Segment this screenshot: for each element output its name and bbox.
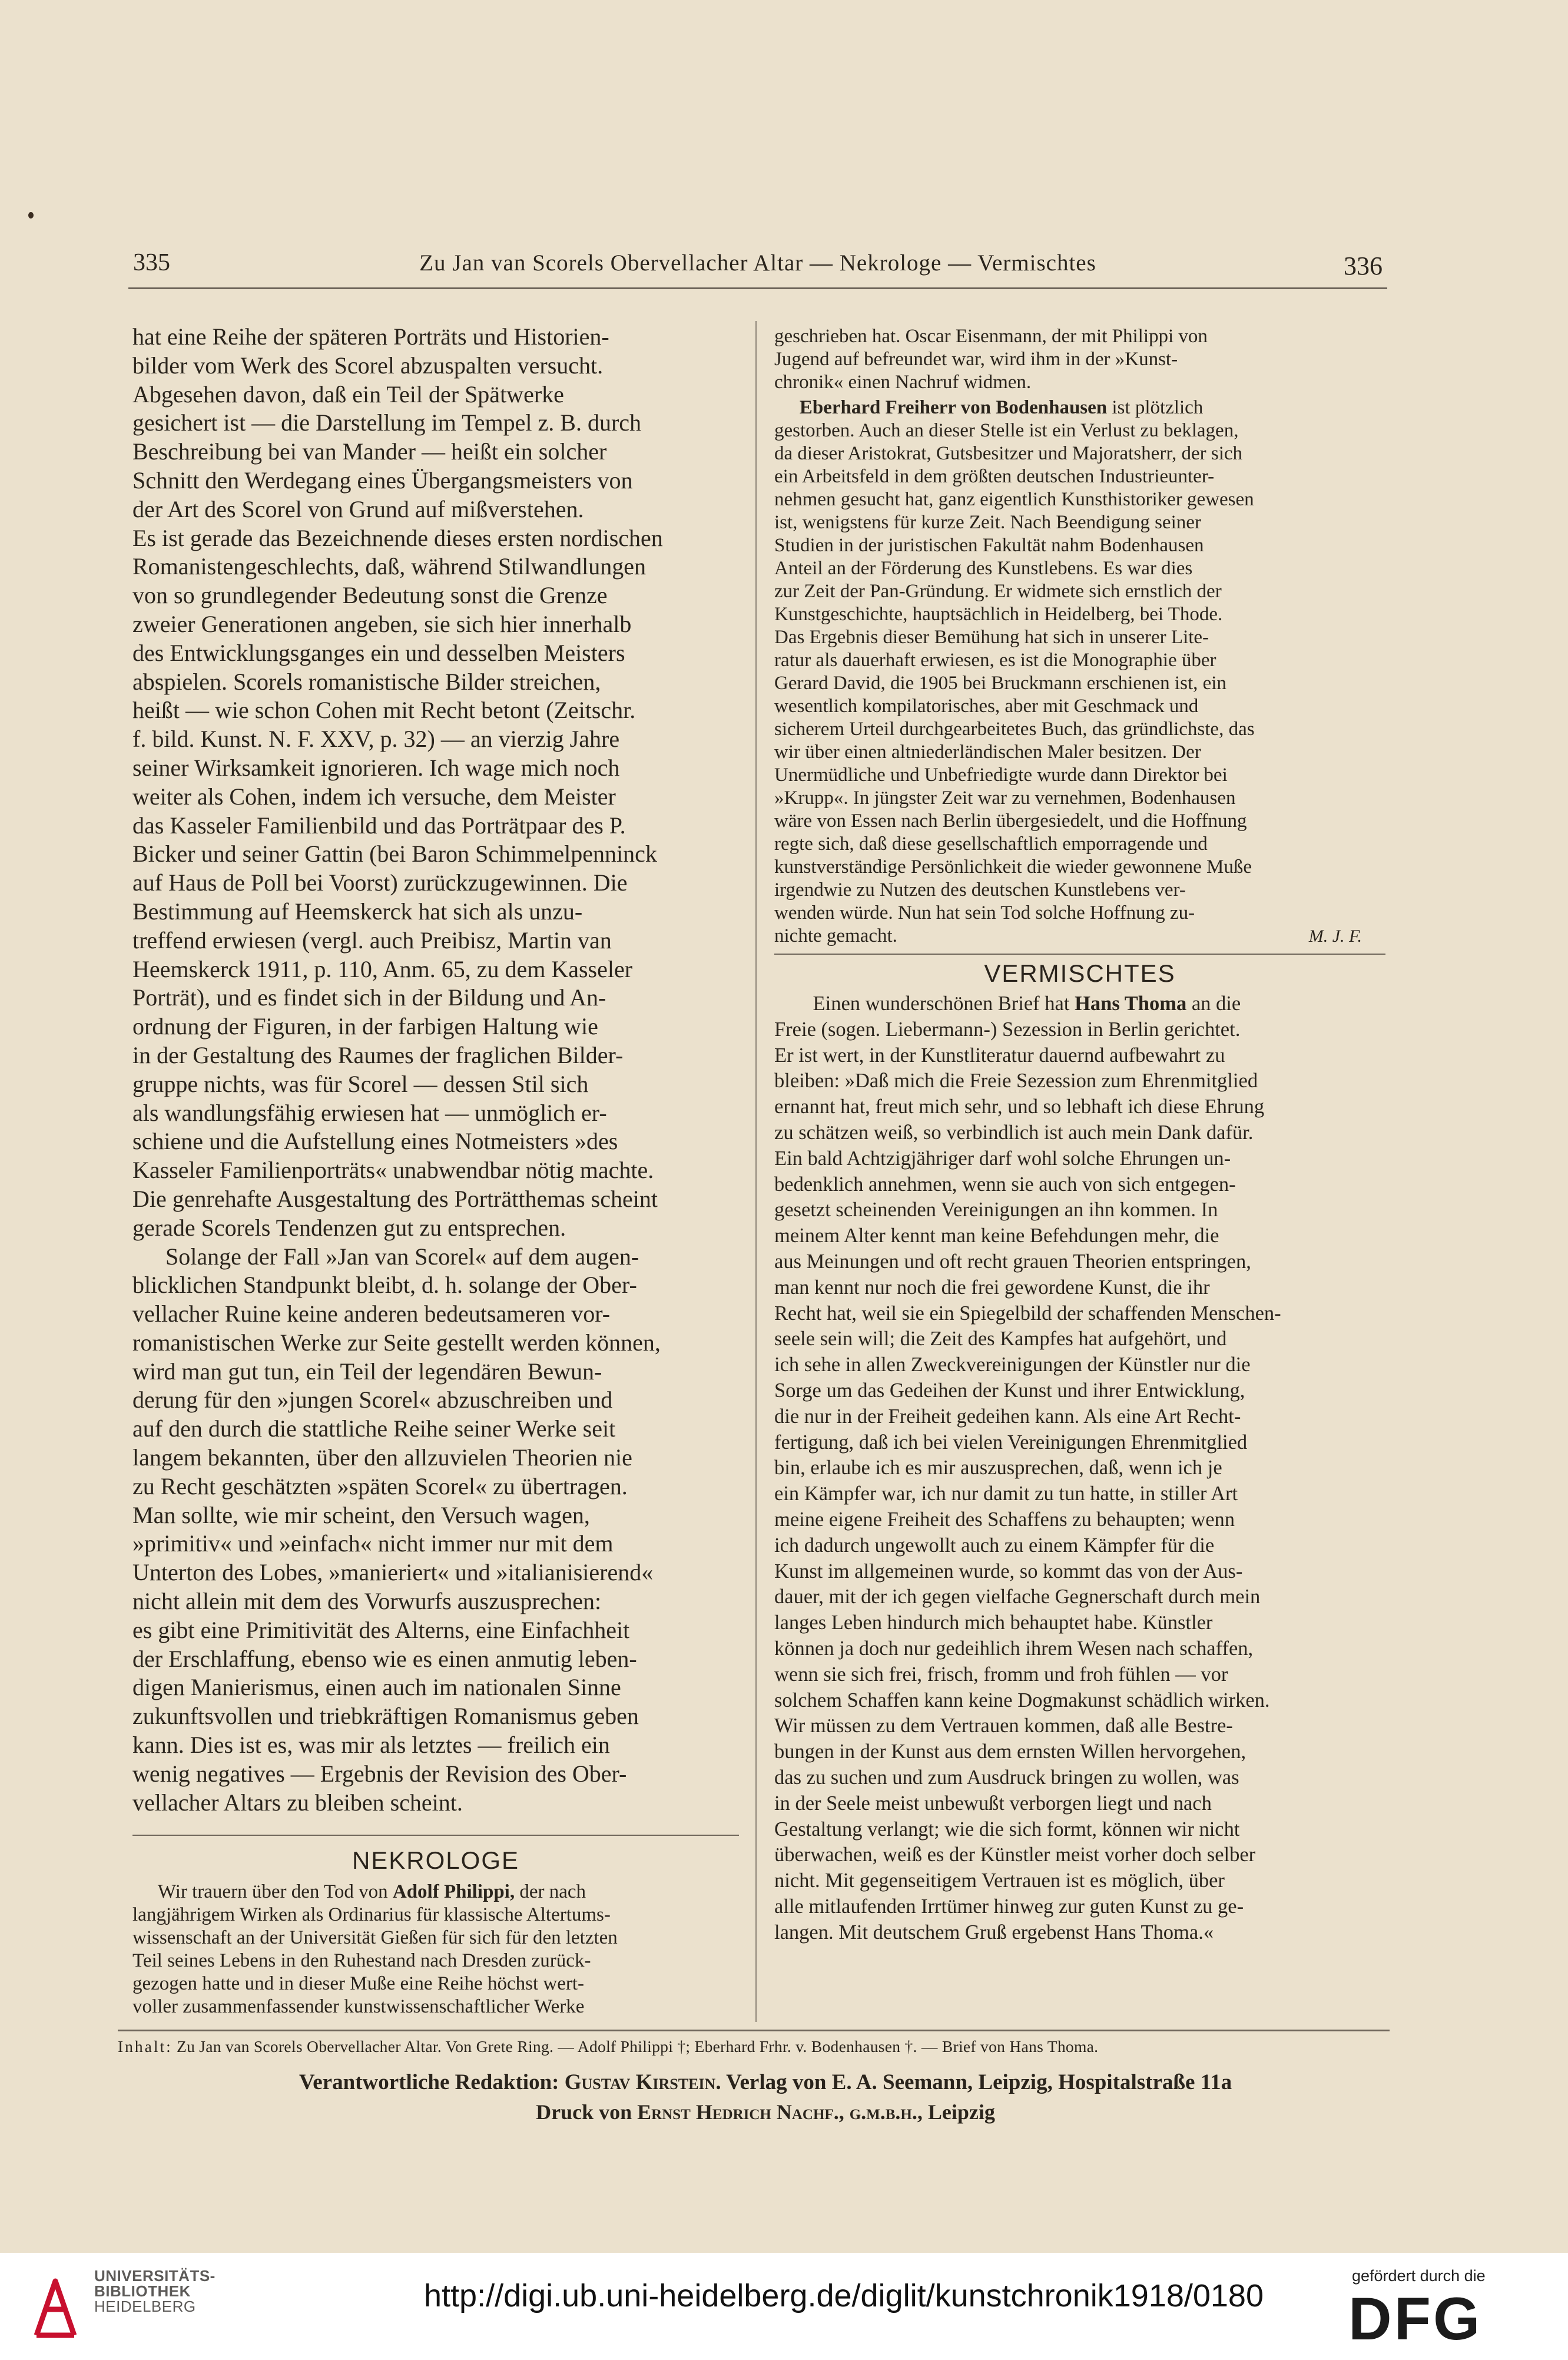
text-line: langjährigem Wirken als Ordinarius für klassische Altertums- <box>132 1904 611 1926</box>
text-line: bungen in der Kunst aus dem ernsten Willen hervorgehen, <box>774 1740 1247 1763</box>
bodenhausen-first-rest: ist plötzlich <box>1107 397 1204 418</box>
text-line: Man sollte, wie mir scheint, den Versuch wagen, <box>132 1501 590 1528</box>
text-line: meinem Alter kennt man keine Befehdungen mehr, die <box>774 1224 1219 1247</box>
imprint-printer-label: Druck von <box>536 2100 632 2124</box>
philippi-obituary <box>132 1881 739 2018</box>
text-line: nehmen gesucht hat, ganz eigentlich Kunsthistoriker gewesen <box>774 489 1254 510</box>
text-line: das Kasseler Familienbild und das Porträtpaar des P. <box>132 812 626 839</box>
text-line: auf Haus de Poll bei Voorst) zurückzugewinnen. Die <box>132 869 628 896</box>
text-line: gruppe nichts, was für Scorel — dessen Stil sich <box>132 1070 589 1097</box>
text-line: wäre von Essen nach Berlin übergesiedelt, und die Hoffnung <box>774 810 1247 832</box>
text-line: Ein bald Achtzigjähriger darf wohl solche Ehrungen un- <box>774 1147 1231 1170</box>
philippi-intro: Wir trauern über den Tod von <box>157 1881 388 1903</box>
text-line: Wir müssen zu dem Vertrauen kommen, daß alle Bestre- <box>774 1714 1233 1737</box>
text-line: vellacher Altars zu bleiben scheint. <box>132 1789 463 1816</box>
text-line: Porträt), und es findet sich in der Bildung und An- <box>132 984 606 1011</box>
text-line: Gestaltung verlangt; wie die sich formt, können wir nicht <box>774 1818 1240 1841</box>
text-line: wird man gut tun, ein Teil der legendären Bewun- <box>132 1358 602 1385</box>
text-line: Es ist gerade das Bezeichnende dieses ersten nordischen <box>132 524 663 551</box>
text-line: blicklichen Standpunkt bleibt, d. h. solange der Ober- <box>132 1272 637 1299</box>
text-line: als wandlungsfähig erwiesen hat — unmöglich er- <box>132 1099 607 1126</box>
text-line: Das Ergebnis dieser Bemühung hat sich in unserer Lite- <box>774 627 1209 648</box>
imprint-publisher: . Verlag von E. A. Seemann, Leipzig, Hospitalstraße 11a <box>715 2070 1232 2094</box>
text-line: der Art des Scorel von Grund auf mißverstehen. <box>132 495 584 522</box>
section-divider <box>774 954 1385 955</box>
vermischtes-heading: VERMISCHTES <box>984 959 1176 987</box>
text-line: zu schätzen weiß, so verbindlich ist auch mein Dank dafür. <box>774 1121 1254 1144</box>
text-line: ein Kämpfer war, ich nur damit zu tun hatte, in stiller Art <box>774 1482 1238 1505</box>
obituary-signature: M. J. F. <box>1308 926 1362 946</box>
text-line: aus Meinungen und oft recht grauen Theorien entspringen, <box>774 1250 1251 1273</box>
thoma-first-rest: an die <box>1186 992 1241 1015</box>
text-line: bin, erlaube ich es mir auszusprechen, daß, wenn ich je <box>774 1457 1222 1479</box>
right-column <box>774 325 1385 1945</box>
contents-line <box>118 2030 1390 2056</box>
scorel-paragraph-2 <box>132 1243 739 1818</box>
text-line: Schnitt den Werdegang eines Übergangsmeisters von <box>132 466 633 494</box>
scorel-paragraph-1 <box>132 323 739 1243</box>
page-number-left: 335 <box>133 249 170 276</box>
text-line: Bicker und seiner Gattin (bei Baron Schimmelpenninck <box>132 840 657 868</box>
section-divider <box>132 1835 739 1836</box>
text-line: voller zusammenfassender kunstwissenschaftlicher Werke <box>132 1996 585 2018</box>
text-line: gesetzt scheinenden Vereinigungen an ihn kommen. In <box>774 1199 1218 1222</box>
text-line: zur Zeit der Pan-Gründung. Er widmete sich ernstlich der <box>774 581 1222 602</box>
text-line: Er ist wert, in der Kunstliteratur dauernd aufbewahrt zu <box>774 1044 1225 1067</box>
text-line: auf den durch die stattliche Reihe seiner Werke seit <box>132 1415 616 1442</box>
text-line: Kasseler Familienporträts« unabwendbar nötig machte. <box>132 1157 654 1184</box>
text-line: seiner Wirksamkeit ignorieren. Ich wage mich noch <box>132 754 620 781</box>
text-line: »primitiv« und »einfach« nicht immer nur mit dem <box>132 1530 614 1557</box>
text-line: langem bekannten, über den allzuvielen Theorien nie <box>132 1444 632 1471</box>
text-line: weiter als Cohen, indem ich versuche, dem Meister <box>132 783 616 810</box>
text-line: da dieser Aristokrat, Gutsbesitzer und Majoratsherr, der sich <box>774 443 1243 464</box>
text-line: solchem Schaffen kann keine Dogmakunst schädlich wirken. <box>774 1689 1270 1712</box>
footer-bar <box>0 2253 1568 2360</box>
text-line: fertigung, daß ich bei vielen Vereinigungen Ehrenmitglied <box>774 1431 1248 1454</box>
text-line: Solange der Fall »Jan van Scorel« auf dem augen- <box>165 1243 639 1270</box>
dfg-caption: gefördert durch die <box>1352 2267 1486 2285</box>
text-line: sicherem Urteil durchgearbeitetes Buch, das gründlichste, das <box>774 719 1255 740</box>
text-line: Kunstgeschichte, hauptsächlich in Heidelberg, bei Thode. <box>774 604 1223 625</box>
text-line: wenn sie sich frei, frisch, fromm und froh fühlen — vor <box>774 1663 1228 1686</box>
text-line: bleiben: »Daß mich die Freie Sezession zum Ehrenmitglied <box>774 1070 1258 1093</box>
library-name-line-3: HEIDELBERG <box>94 2298 196 2315</box>
left-column <box>132 323 739 2018</box>
text-line: zu Recht geschätzten »späten Scorel« zu übertragen. <box>132 1472 628 1500</box>
text-line: ich dadurch ungewollt auch zu einem Kämpfer für die <box>774 1534 1215 1557</box>
text-line: vellacher Ruine keine anderen bedeutsameren vor- <box>132 1300 611 1328</box>
text-line: seele sein will; die Zeit des Kampfes hat aufgehört, und <box>774 1328 1227 1351</box>
library-name-line-2: BIBLIOTHEK <box>94 2282 191 2300</box>
text-line: kann. Dies ist es, was mir als letztes — freilich ein <box>132 1732 610 1759</box>
text-line: Unermüdliche und Unbefriedigte wurde dann Direktor bei <box>774 764 1228 786</box>
text-line: langes Leben hindurch mich behauptet habe. Künstler <box>774 1611 1213 1634</box>
text-line: ist, wenigstens für kurze Zeit. Nach Beendigung seiner <box>774 512 1201 533</box>
text-line: irgendwie zu Nutzen des deutschen Kunstlebens ver- <box>774 879 1186 901</box>
text-line: das zu suchen und zum Ausdruck bringen zu wollen, was <box>774 1766 1239 1789</box>
text-line: Sorge um das Gedeihen der Kunst und ihrer Entwicklung, <box>774 1379 1245 1402</box>
text-line: »Krupp«. In jüngster Zeit war zu vernehmen, Bodenhausen <box>774 787 1236 809</box>
text-line: regte sich, daß diese gesellschaftlich emporragende und <box>774 833 1208 855</box>
text-line: des Entwicklungsganges ein und desselben Meisters <box>132 639 625 666</box>
text-line: treffend erwiesen (vergl. auch Preibisz, Martin van <box>132 926 612 954</box>
bodenhausen-name: Eberhard Freiherr von Bodenhausen <box>799 397 1108 418</box>
text-line: Abgesehen davon, daß ein Teil der Spätwerke <box>132 380 564 408</box>
text-line: gesichert ist — die Darstellung im Tempel z. B. durch <box>132 409 642 436</box>
text-line: hat eine Reihe der späteren Porträts und Historien- <box>132 323 609 350</box>
imprint-printer-name: Ernst Hedrich Nachf., g.m.b.h. <box>637 2100 917 2124</box>
philippi-first-rest: der nach <box>515 1881 586 1903</box>
text-line: Heemskerck 1911, p. 110, Anm. 65, zu dem Kasseler <box>132 955 633 982</box>
text-line: Teil seines Lebens in den Ruhestand nach Dresden zurück- <box>132 1950 591 1972</box>
text-line: von so grundlegender Bedeutung sonst die Grenze <box>132 582 608 609</box>
text-line: abspielen. Scorels romanistische Bilder streichen, <box>132 668 601 695</box>
imprint-printer-city: , Leipzig <box>917 2100 995 2124</box>
text-line: ernannt hat, freut mich sehr, und so lebhaft ich diese Ehrung <box>774 1095 1265 1118</box>
text-line: Recht hat, weil sie ein Spiegelbild der schaffenden Menschen- <box>774 1302 1281 1325</box>
text-line: Unterton des Lobes, »manieriert« und »italianisierend« <box>132 1559 654 1586</box>
library-name <box>94 2268 216 2314</box>
text-line: zweier Generationen angeben, sie sich hier innerhalb <box>132 610 632 637</box>
text-line: kunstverständige Persönlichkeit die wieder gewonnene Muße <box>774 856 1252 878</box>
text-line: gezogen hatte und in dieser Muße eine Reihe höchst wert- <box>132 1973 584 1995</box>
dfg-logo: DFG <box>1348 2285 1483 2352</box>
text-line: in der Seele meist unbewußt verborgen liegt und nach <box>774 1792 1212 1815</box>
text-line: nichte gemacht. <box>774 925 897 946</box>
text-line: chronik« einen Nachruf widmen. <box>774 372 1032 393</box>
text-line: man kennt nur noch die frei gewordene Kunst, die ihr <box>774 1276 1210 1299</box>
text-line: die nur in der Freiheit gedeihen kann. Als eine Art Recht- <box>774 1405 1241 1428</box>
text-line: derung für den »jungen Scorel« abzuschreiben und <box>132 1386 613 1414</box>
text-line: Die genrehafte Ausgestaltung des Porträtthemas scheint <box>132 1185 658 1212</box>
text-line: gestorben. Auch an dieser Stelle ist ein Verlust zu beklagen, <box>774 420 1239 441</box>
text-line: wenden würde. Nun hat sein Tod solche Hoffnung zu- <box>774 902 1195 924</box>
text-line: nicht. Mit gegenseitigem Vertrauen ist es möglich, über <box>774 1869 1225 1892</box>
philippi-obituary-continued <box>774 325 1385 394</box>
imprint-editor-label: Verantwortliche Redaktion: <box>299 2070 559 2094</box>
text-line: ein Arbeitsfeld in dem größten deutschen Industrieunter- <box>774 466 1215 487</box>
text-line: digen Manierismus, einen auch im nationalen Sinne <box>132 1674 621 1701</box>
text-line: Bestimmung auf Heemskerck hat sich als unzu- <box>132 898 583 925</box>
text-line: überwachen, weiß es der Künstler meist vorher doch selber <box>774 1843 1256 1866</box>
text-line: Freie (sogen. Liebermann-) Sezession in Berlin gerichtet. <box>774 1018 1241 1041</box>
text-line: Gerard David, die 1905 bei Bruckmann erschienen ist, ein <box>774 673 1226 694</box>
nekrologe-heading: NEKROLOGE <box>352 1846 520 1875</box>
text-line: bilder vom Werk des Scorel abzuspalten versucht. <box>132 352 604 379</box>
text-line: zukunftsvollen und triebkräftigen Romanismus geben <box>132 1703 639 1730</box>
text-line: langen. Mit deutschem Gruß ergebenst Hans Thoma.« <box>774 1921 1214 1944</box>
text-line: alle mitlaufenden Irrtümer hinweg zur guten Kunst zu ge- <box>774 1895 1244 1918</box>
text-line: ratur als dauerhaft erwiesen, es ist die Monographie über <box>774 650 1216 671</box>
imprint-editor-name: Gustav Kirstein <box>564 2070 716 2094</box>
text-line: Anteil an der Förderung des Kunstlebens. Es war dies <box>774 558 1193 579</box>
text-line: ordnung der Figuren, in der farbigen Haltung wie <box>132 1013 598 1040</box>
source-url[interactable]: http://digi.ub.uni-heidelberg.de/diglit/kunstchronik1918/0180 <box>424 2278 1264 2313</box>
ink-speck <box>28 212 34 219</box>
text-line: ich sehe in allen Zweckvereinigungen der Künstler nur die <box>774 1353 1251 1376</box>
text-line: Jugend auf befreundet war, wird ihm in der »Kunst- <box>774 349 1178 370</box>
text-line: der Erschlaffung, ebenso wie es einen anmutig leben- <box>132 1645 637 1672</box>
text-line: heißt — wie schon Cohen mit Recht betont (Zeitschr. <box>132 697 636 724</box>
text-line: in der Gestaltung des Raumes der fraglichen Bilder- <box>132 1041 624 1068</box>
text-line: Romanistengeschlechts, daß, während Stilwandlungen <box>132 553 647 580</box>
page-header <box>128 246 1387 289</box>
text-line: f. bild. Kunst. N. F. XXV, p. 32) — an vierzig Jahre <box>132 726 620 753</box>
text-line: bedenklich annehmen, wenn sie auch von sich entgegen- <box>774 1173 1236 1196</box>
text-line: können ja doch nur gedeihlich ihrem Wesen nach schaffen, <box>774 1637 1254 1660</box>
text-line: Beschreibung bei van Mander — heißt ein solcher <box>132 438 607 465</box>
text-line: wesentlich kompilatorisches, aber mit Geschmack und <box>774 696 1199 717</box>
contents-text: Zu Jan van Scorels Obervellacher Altar. Von Grete Ring. — Adolf Philippi †; Eberhard Frhr. v. Bodenhausen †. — Brief von Hans Thoma. <box>176 2037 1099 2056</box>
thoma-intro: Einen wunderschönen Brief hat <box>813 992 1070 1015</box>
contents-label: Inhalt: <box>118 2037 173 2056</box>
text-line: wenig negatives — Ergebnis der Revision des Ober- <box>132 1760 627 1787</box>
text-line: es gibt eine Primitivität des Alterns, eine Einfachheit <box>132 1616 630 1643</box>
text-line: gerade Scorels Tendenzen gut zu entsprechen. <box>132 1214 566 1241</box>
imprint-editor-line <box>118 2070 1413 2095</box>
thoma-letter <box>774 991 1385 1945</box>
column-rule <box>755 321 757 2022</box>
text-line: schiene und die Aufstellung eines Notmeisters »des <box>132 1128 618 1155</box>
page-number-right: 336 <box>1344 251 1383 280</box>
text-line: geschrieben hat. Oscar Eisenmann, der mit Philippi von <box>774 326 1208 347</box>
philippi-name: Adolf Philippi, <box>392 1881 515 1903</box>
text-line: Studien in der juristischen Fakultät nahm Bodenhausen <box>774 535 1204 556</box>
text-line: wissenschaft an der Universität Gießen für sich für den letzten <box>132 1927 618 1949</box>
text-line: wir über einen altniederländischen Maler besitzen. Der <box>774 742 1201 763</box>
running-head: Zu Jan van Scorels Obervellacher Altar — Nekrologe — Vermischtes <box>419 250 1096 276</box>
thoma-name: Hans Thoma <box>1075 992 1187 1015</box>
text-line: Kunst im allgemeinen wurde, so kommt das von der Aus- <box>774 1560 1243 1583</box>
library-name-line-1: UNIVERSITÄTS- <box>94 2267 216 2285</box>
text-line: dauer, mit der ich gegen vielfache Gegnerschaft durch mein <box>774 1586 1261 1608</box>
bodenhausen-obituary <box>774 396 1385 948</box>
imprint-printer-line <box>118 2100 1413 2124</box>
text-line: romanistischen Werke zur Seite gestellt werden können, <box>132 1329 661 1356</box>
text-line: meine eigene Freiheit des Schaffens zu behaupten; wenn <box>774 1508 1235 1531</box>
text-line: nicht allein mit dem des Vorwurfs auszusprechen: <box>132 1588 602 1615</box>
